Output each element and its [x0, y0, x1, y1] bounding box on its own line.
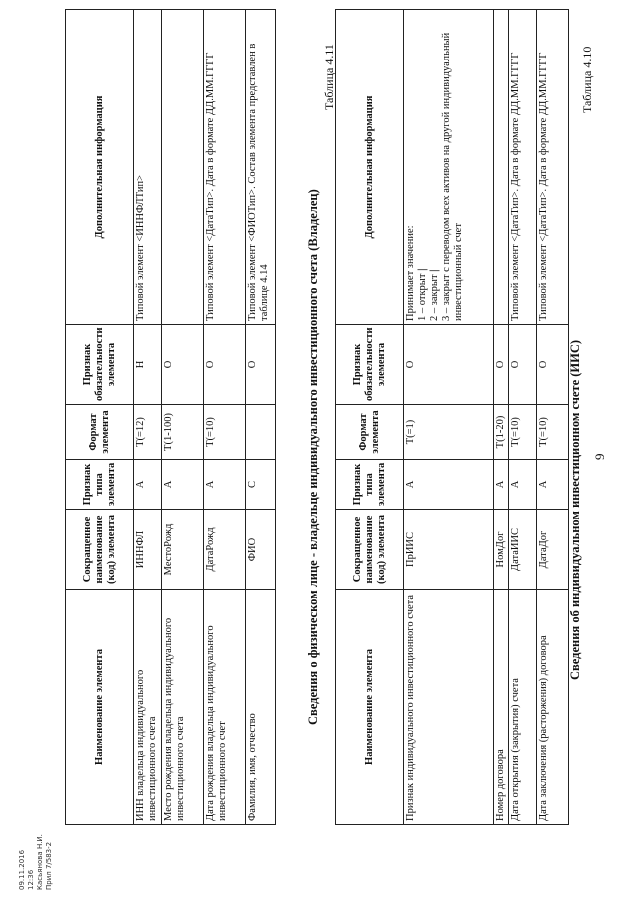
- element-required: О: [162, 325, 204, 405]
- element-type: А: [494, 460, 509, 510]
- element-required: О: [537, 325, 569, 405]
- element-format: T(=1): [404, 405, 494, 460]
- element-type: А: [404, 460, 494, 510]
- element-format: T(=12): [134, 405, 162, 460]
- element-info: [494, 10, 509, 325]
- element-required: О: [246, 325, 276, 405]
- element-info: Типовой элемент <ДатаТип>. Дата в формате ДД.ММ.ГГГГ: [537, 10, 569, 325]
- element-type: А: [162, 460, 204, 510]
- table-row: [494, 10, 509, 825]
- element-name: ИНН владельца индивидуального инвестиционного счета: [134, 590, 162, 825]
- header-cell: Формат элемента: [66, 405, 134, 460]
- element-info: [162, 10, 204, 325]
- element-name: Дата заключения (расторжения) договора: [537, 590, 569, 825]
- header-cell: Признак обязательности элемента: [66, 325, 134, 405]
- table-label: Таблица 4.10: [580, 46, 594, 113]
- element-code: ДатаИИС: [509, 510, 537, 590]
- element-required: Н: [134, 325, 162, 405]
- element-info: Типовой элемент <ДатаТип>. Дата в формате ДД.ММ.ГГГГ: [509, 10, 537, 325]
- element-type: А: [204, 460, 246, 510]
- element-format: T(1-100): [162, 405, 204, 460]
- element-info: Типовой элемент <ДатаТип>. Дата в формате ДД.ММ.ГГГГ: [204, 10, 246, 325]
- table-row: [246, 10, 276, 825]
- element-type: А: [134, 460, 162, 510]
- element-required: О: [509, 325, 537, 405]
- table-title: Сведения об индивидуальном инвестиционном счете (ИИС): [568, 339, 582, 680]
- element-name: Место рождения владельца индивидуального инвестиционного счета: [162, 590, 204, 825]
- header-cell: Наименование элемента: [336, 590, 404, 825]
- header-cell: Признак типа элемента: [66, 460, 134, 510]
- element-type: С: [246, 460, 276, 510]
- table-header-row: [336, 10, 404, 825]
- info-value: 2 – закрыт |: [429, 269, 440, 321]
- element-format: [246, 405, 276, 460]
- header-cell: Признак типа элемента: [336, 460, 404, 510]
- element-format: T(=10): [509, 405, 537, 460]
- element-code: ИННФЛ: [134, 510, 162, 590]
- element-info: [404, 10, 494, 325]
- info-title: Принимает значение:: [405, 225, 416, 321]
- header-cell: Дополнительная информация: [66, 10, 134, 325]
- stamp-line: Касьянова Н.И. Прил 7/583-2: [36, 834, 53, 890]
- element-name: Дата открытия (закрытия) счета: [509, 590, 537, 825]
- registration-stamp: [18, 830, 54, 890]
- element-type: А: [537, 460, 569, 510]
- page-number: 9: [592, 453, 607, 460]
- element-code: ПрИИС: [404, 510, 494, 590]
- element-format: T(1-20): [494, 405, 509, 460]
- table-4-11: [65, 9, 276, 825]
- element-type: А: [509, 460, 537, 510]
- table-row: [162, 10, 204, 825]
- table-row: [204, 10, 246, 825]
- element-info: Типовой элемент <ИННФЛТип>: [134, 10, 162, 325]
- table-row: [509, 10, 537, 825]
- table-row: [537, 10, 569, 825]
- element-required: О: [404, 325, 494, 405]
- element-code: ДатаДог: [537, 510, 569, 590]
- header-cell: Сокращенное наименование (код) элемента: [336, 510, 404, 590]
- element-required: О: [494, 325, 509, 405]
- element-code: ФИО: [246, 510, 276, 590]
- stamp-line: 09.11.2016 12:36: [18, 849, 35, 890]
- table-title: Сведения о физическом лице - владельце индивидуального инвестиционного счета (Владелец): [306, 189, 320, 725]
- element-format: T(=10): [537, 405, 569, 460]
- header-cell: Сокращенное наименование (код) элемента: [66, 510, 134, 590]
- element-code: НомДог: [494, 510, 509, 590]
- header-cell: Наименование элемента: [66, 590, 134, 825]
- table-header-row: [66, 10, 134, 825]
- header-cell: Формат элемента: [336, 405, 404, 460]
- table-label: Таблица 4.11: [322, 44, 336, 110]
- element-info: Типовой элемент <ФИОТип>. Состав элемента представлен в таблице 4.14: [246, 10, 276, 325]
- element-code: ДатаРожд: [204, 510, 246, 590]
- element-code: МестоРожд: [162, 510, 204, 590]
- element-name: Дата рождения владельца индивидуального инвестиционного счет: [204, 590, 246, 825]
- element-name: Номер договора: [494, 590, 509, 825]
- element-name: Фамилия, имя, отчество: [246, 590, 276, 825]
- info-value: 1 – открыт |: [417, 268, 428, 321]
- header-cell: Признак обязательности элемента: [336, 325, 404, 405]
- table-row: [134, 10, 162, 825]
- element-format: T(=10): [204, 405, 246, 460]
- info-value: 3 – закрыт с переводом всех активов на другой индивидуальный инвестиционный счет: [441, 32, 464, 321]
- element-required: О: [204, 325, 246, 405]
- header-cell: Дополнительная информация: [336, 10, 404, 325]
- table-4-10: [335, 9, 569, 825]
- table-row: [404, 10, 494, 825]
- element-name: Признак индивидуального инвестиционного счета: [404, 590, 494, 825]
